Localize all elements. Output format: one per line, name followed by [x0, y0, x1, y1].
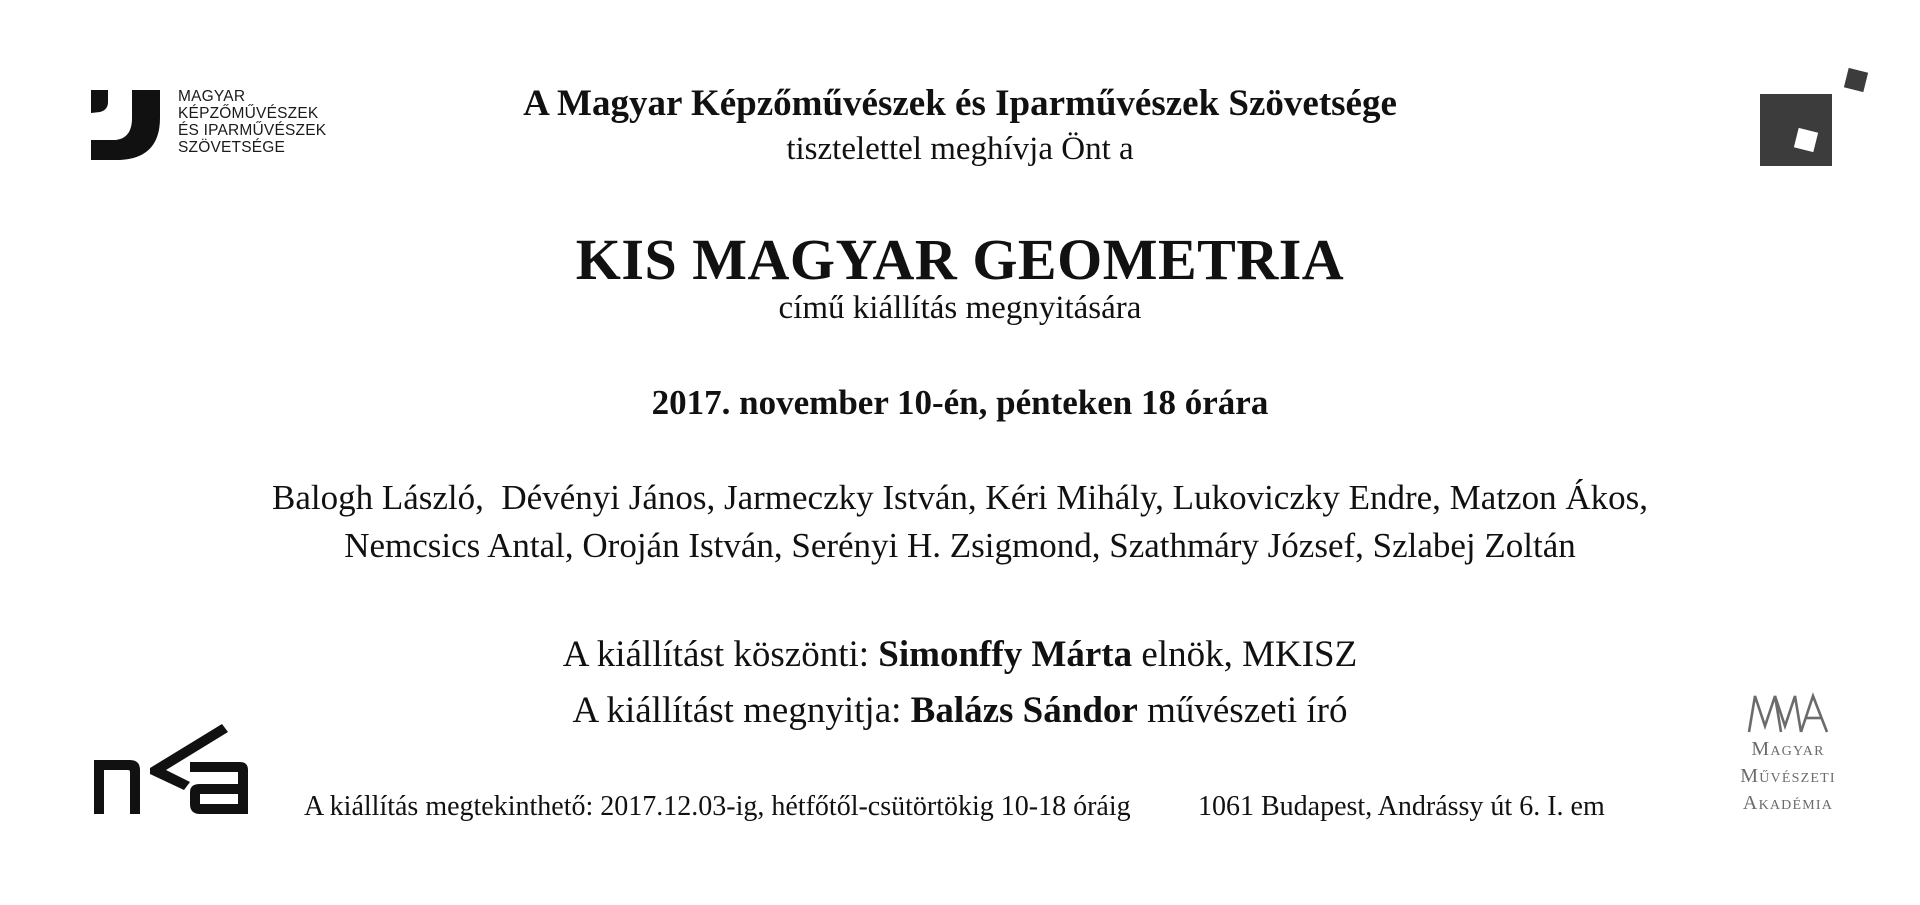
greeter-name: Simonffy Márta	[878, 634, 1133, 675]
artists-line-2: Nemcsics Antal, Oroján István, Serényi H. Zsigmond, Szathmáry József, Szlabej Zoltán	[344, 526, 1576, 565]
nka-logo-icon	[90, 722, 250, 814]
opener-name: Balázs Sándor	[910, 690, 1138, 731]
mkisz-line-3: ÉS IPARMŰVÉSZEK	[178, 122, 327, 139]
opener-line	[0, 689, 1920, 732]
exhibition-title: KIS MAGYAR GEOMETRIA	[575, 227, 1345, 292]
greeter-line	[0, 633, 1920, 676]
organization-name: A Magyar Képzőművészek és Iparművészek Szövetsége	[523, 83, 1397, 124]
mkisz-line-1: MAGYAR	[178, 88, 246, 105]
mma-logo-icon	[1745, 690, 1831, 736]
mma-line-2: Művészeti	[1740, 765, 1836, 787]
opener-prefix: A kiállítást megnyitja:	[572, 690, 911, 731]
exhibition-subtitle: című kiállítás megnyitására	[778, 290, 1142, 326]
invite-line: tisztelettel meghívja Önt a	[786, 131, 1134, 167]
opener-suffix: művészeti író	[1137, 690, 1348, 731]
greeter-prefix: A kiállítást köszönti:	[562, 634, 879, 675]
mma-line-1: Magyar	[1751, 738, 1825, 760]
address-info: 1061 Budapest, Andrássy út 6. I. em	[1198, 791, 1605, 822]
mkisz-line-4: SZÖVETSÉGE	[178, 139, 286, 156]
nka-logo	[90, 722, 250, 814]
mma-logo	[1708, 690, 1868, 820]
visit-info: A kiállítás megtekinthető: 2017.12.03-ig, hétfőtől-csütörtökig 10-18 óráig	[304, 791, 1131, 822]
artists-line-1: Balogh László, Dévényi János, Jarmeczky István, Kéri Mihály, Lukoviczky Endre, Matzon Ákos,	[272, 478, 1648, 517]
mkisz-line-2: KÉPZŐMŰVÉSZEK	[178, 105, 319, 122]
mma-line-3: Akadémia	[1742, 792, 1834, 814]
event-date: 2017. november 10-én, pénteken 18 órára	[651, 383, 1269, 422]
greeter-suffix: elnök, MKISZ	[1132, 634, 1358, 675]
